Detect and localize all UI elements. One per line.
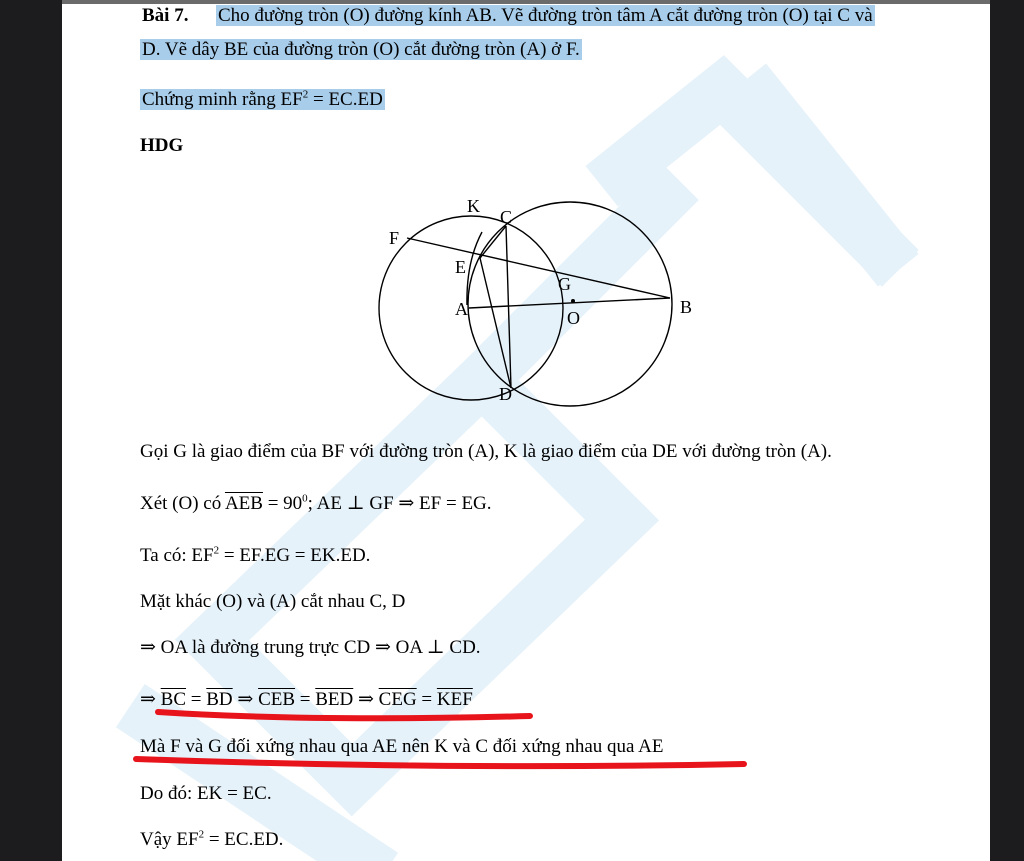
solution-line-3: Ta có: $EF^2 = EF.EG = EK.ED$. xyxy=(140,544,371,566)
solution-line-2: Xét (O) có $\overline{AEB} = 90^0$; AE ⊥ GF ⇒ EF = EG. xyxy=(140,492,492,514)
problem-number: Bài 7. xyxy=(142,5,189,26)
solution-line-7: Mà F và G đối xứng nhau qua AE nên K và C đối xứng nhau qua AE xyxy=(140,736,664,757)
section-heading: HDG xyxy=(140,135,184,156)
label-C: C xyxy=(500,207,513,227)
underline-2 xyxy=(136,759,744,766)
viewer-right-margin xyxy=(990,0,1024,861)
document-page xyxy=(62,0,990,861)
solution-line-6: ⇒ $\overline{BC} = \overline{BD}$ ⇒ $\overline{CEB} = \overline{BED}$ ⇒ $\overline{CEG} = \overline{KEF}$ xyxy=(140,689,473,710)
underline-1 xyxy=(158,712,530,718)
label-E: E xyxy=(455,257,466,277)
solution-line-9: Vậy $EF^2 = EC.ED$. xyxy=(140,828,284,850)
label-F: F xyxy=(389,228,400,248)
label-O: O xyxy=(567,308,580,328)
solution-line-1: Gọi G là giao điểm của BF với đường tròn (A), K là giao điểm của DE với đường tròn (A). xyxy=(140,441,832,462)
solution-line-5: ⇒ OA là đường trung trực CD ⇒ OA ⊥ CD. xyxy=(140,637,481,658)
viewer-left-margin xyxy=(0,0,62,861)
problem-line-2: D. Vẽ dây BE của đường tròn (O) cắt đường tròn (A) ở F. xyxy=(142,39,580,60)
label-K: K xyxy=(467,196,480,216)
red-underline-marks xyxy=(62,0,990,861)
label-A: A xyxy=(455,299,468,319)
label-B: B xyxy=(680,297,693,317)
label-G: G xyxy=(558,274,571,294)
label-D: D xyxy=(499,384,512,404)
problem-prove-line: Chứng minh rằng $EF^2 = EC.ED$ xyxy=(142,88,383,110)
problem-line-1: Cho đường tròn (O) đường kính AB. Vẽ đường tròn tâm A cắt đường tròn (O) tại C và xyxy=(218,5,873,26)
solution-line-4: Mặt khác (O) và (A) cắt nhau C, D xyxy=(140,591,406,612)
solution-line-8: Do đó: EK = EC. xyxy=(140,783,272,804)
